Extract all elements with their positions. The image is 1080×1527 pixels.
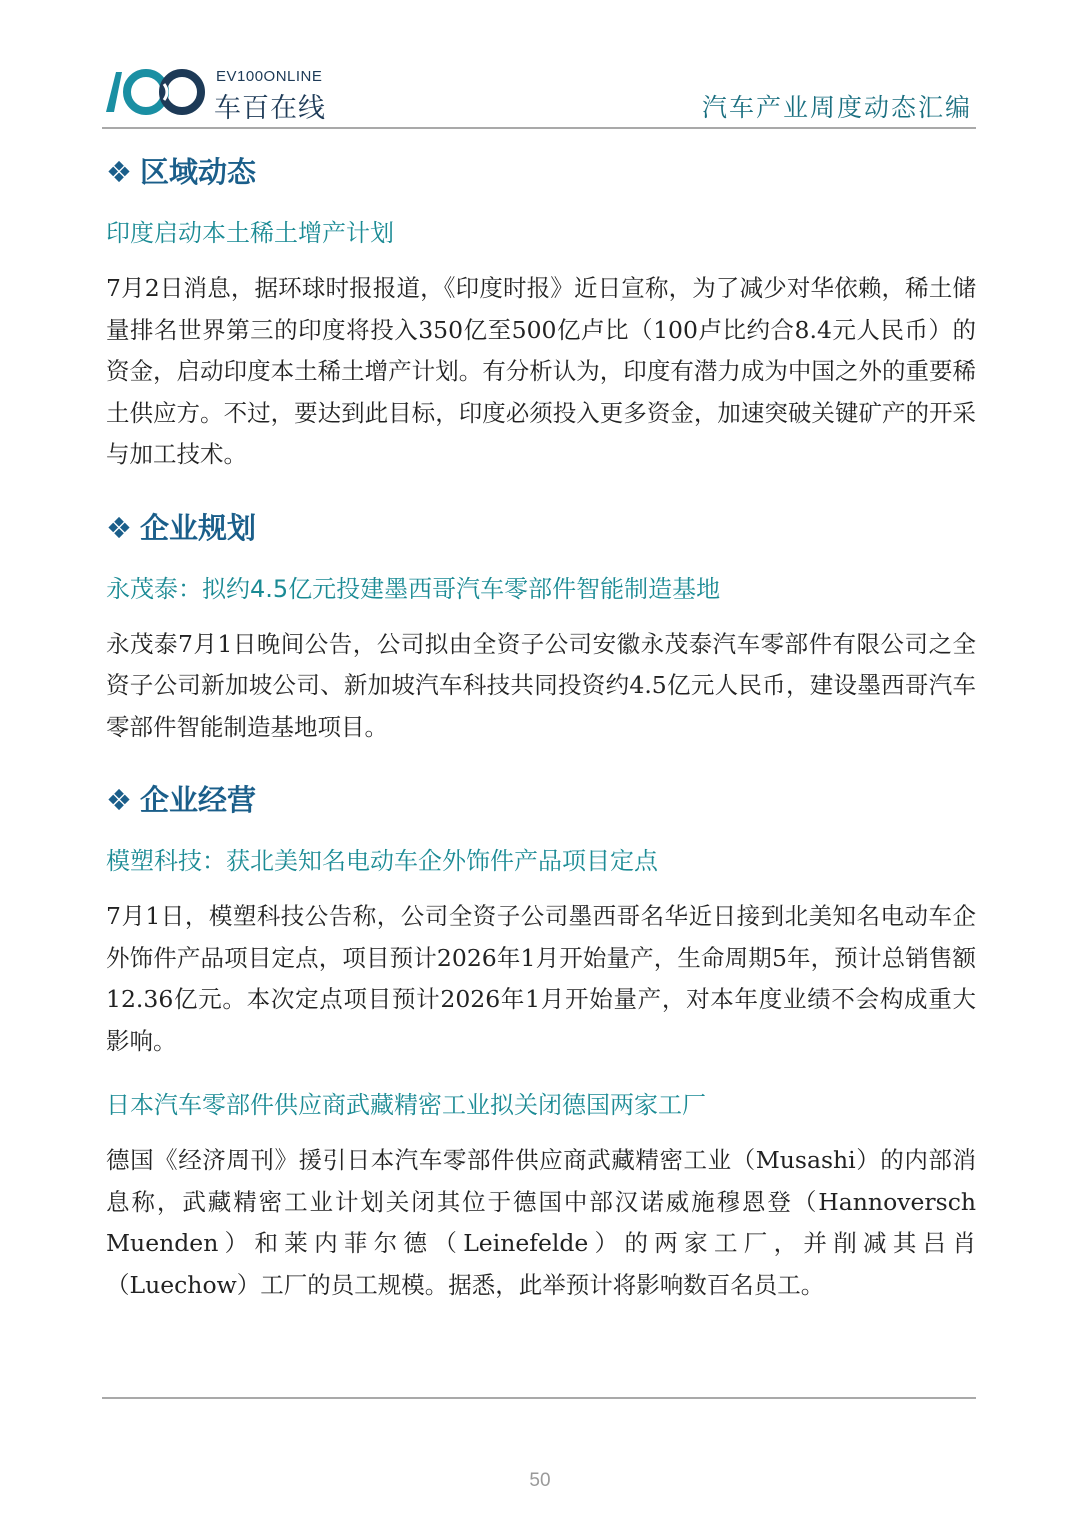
article-body: 永茂泰7月1日晚间公告，公司拟由全资子公司安徽永茂泰汽车零部件有限公司之全资子公司新加坡公司、新加坡汽车科技共同投资约4.5亿元人民币，建设墨西哥汽车零部件智能制造基地项目。: [106, 629, 976, 741]
diamond-bullet-icon: ❖: [106, 510, 132, 545]
section-heading: [106, 776, 976, 824]
footer-divider: [102, 1397, 976, 1399]
article: [106, 1088, 976, 1306]
section-heading-text: 企业经营: [140, 783, 257, 817]
document-title: 汽车产业周度动态汇编: [701, 93, 972, 122]
article: [106, 844, 976, 1062]
article-title: 永茂泰：拟约4.5亿元投建墨西哥汽车零部件智能制造基地: [106, 574, 721, 603]
page-header: [102, 62, 976, 128]
page-number: 50: [529, 1470, 551, 1491]
section-heading-text: 企业规划: [140, 510, 257, 545]
logo-text-cn: 车百在线: [214, 93, 326, 124]
article-body: 7月2日消息，据环球时报报道，《印度时报》近日宣称，为了减少对华依赖，稀土储量排名世界第三的印度将投入350亿至500亿卢比（100卢比约合8.4元人民币）的资金，启动印度本土稀土增产计划。有分析认为，印度有潜力成为中国之外的重要稀土供应方。不过，要达到此目标，印度必须投入更多资金，加速突破关键矿产的开采与加工技术。: [106, 274, 976, 468]
diamond-bullet-icon: ❖: [106, 155, 132, 189]
article-body: 7月1日，模塑科技公告称，公司全资子公司墨西哥名华近日接到北美知名电动车企外饰件产品项目定点，项目预计2026年1月开始量产，生命周期5年，预计总销售额12.36亿元。本次定点项目预计2026年1月开始量产，对本年度业绩不会构成重大影响。: [106, 902, 976, 1055]
article-body: 德国《经济周刊》援引日本汽车零部件供应商武藏精密工业（Musashi）的内部消息称，武藏精密工业计划关闭其位于德国中部汉诺威施穆恩登（Hannoversch Muenden）和莱内菲尔德（Leinefelde）的两家工厂，并削减其吕肖（Luechow）工厂的员工规模。据悉，此举预计将影响数百名员工。: [106, 1146, 976, 1299]
article-title: 日本汽车零部件供应商武藏精密工业拟关闭德国两家工厂: [106, 1091, 706, 1119]
article: [106, 216, 976, 476]
header-divider: [102, 127, 976, 129]
section-corporate-planning: [106, 504, 976, 749]
section-regional: [106, 148, 976, 476]
ev100-logo-icon: [102, 64, 212, 120]
section-heading: [106, 148, 976, 196]
section-heading: [106, 504, 976, 552]
article: [106, 572, 976, 749]
article-title: 模塑科技：获北美知名电动车企外饰件产品项目定点: [106, 847, 658, 875]
section-heading-text: 区域动态: [140, 155, 257, 189]
section-corporate-operations: [106, 776, 976, 1306]
diamond-bullet-icon: ❖: [106, 783, 132, 817]
logo-text-en: EV100ONLINE: [216, 68, 323, 85]
page-content: [106, 148, 976, 1306]
article-title: 印度启动本土稀土增产计划: [106, 219, 394, 247]
